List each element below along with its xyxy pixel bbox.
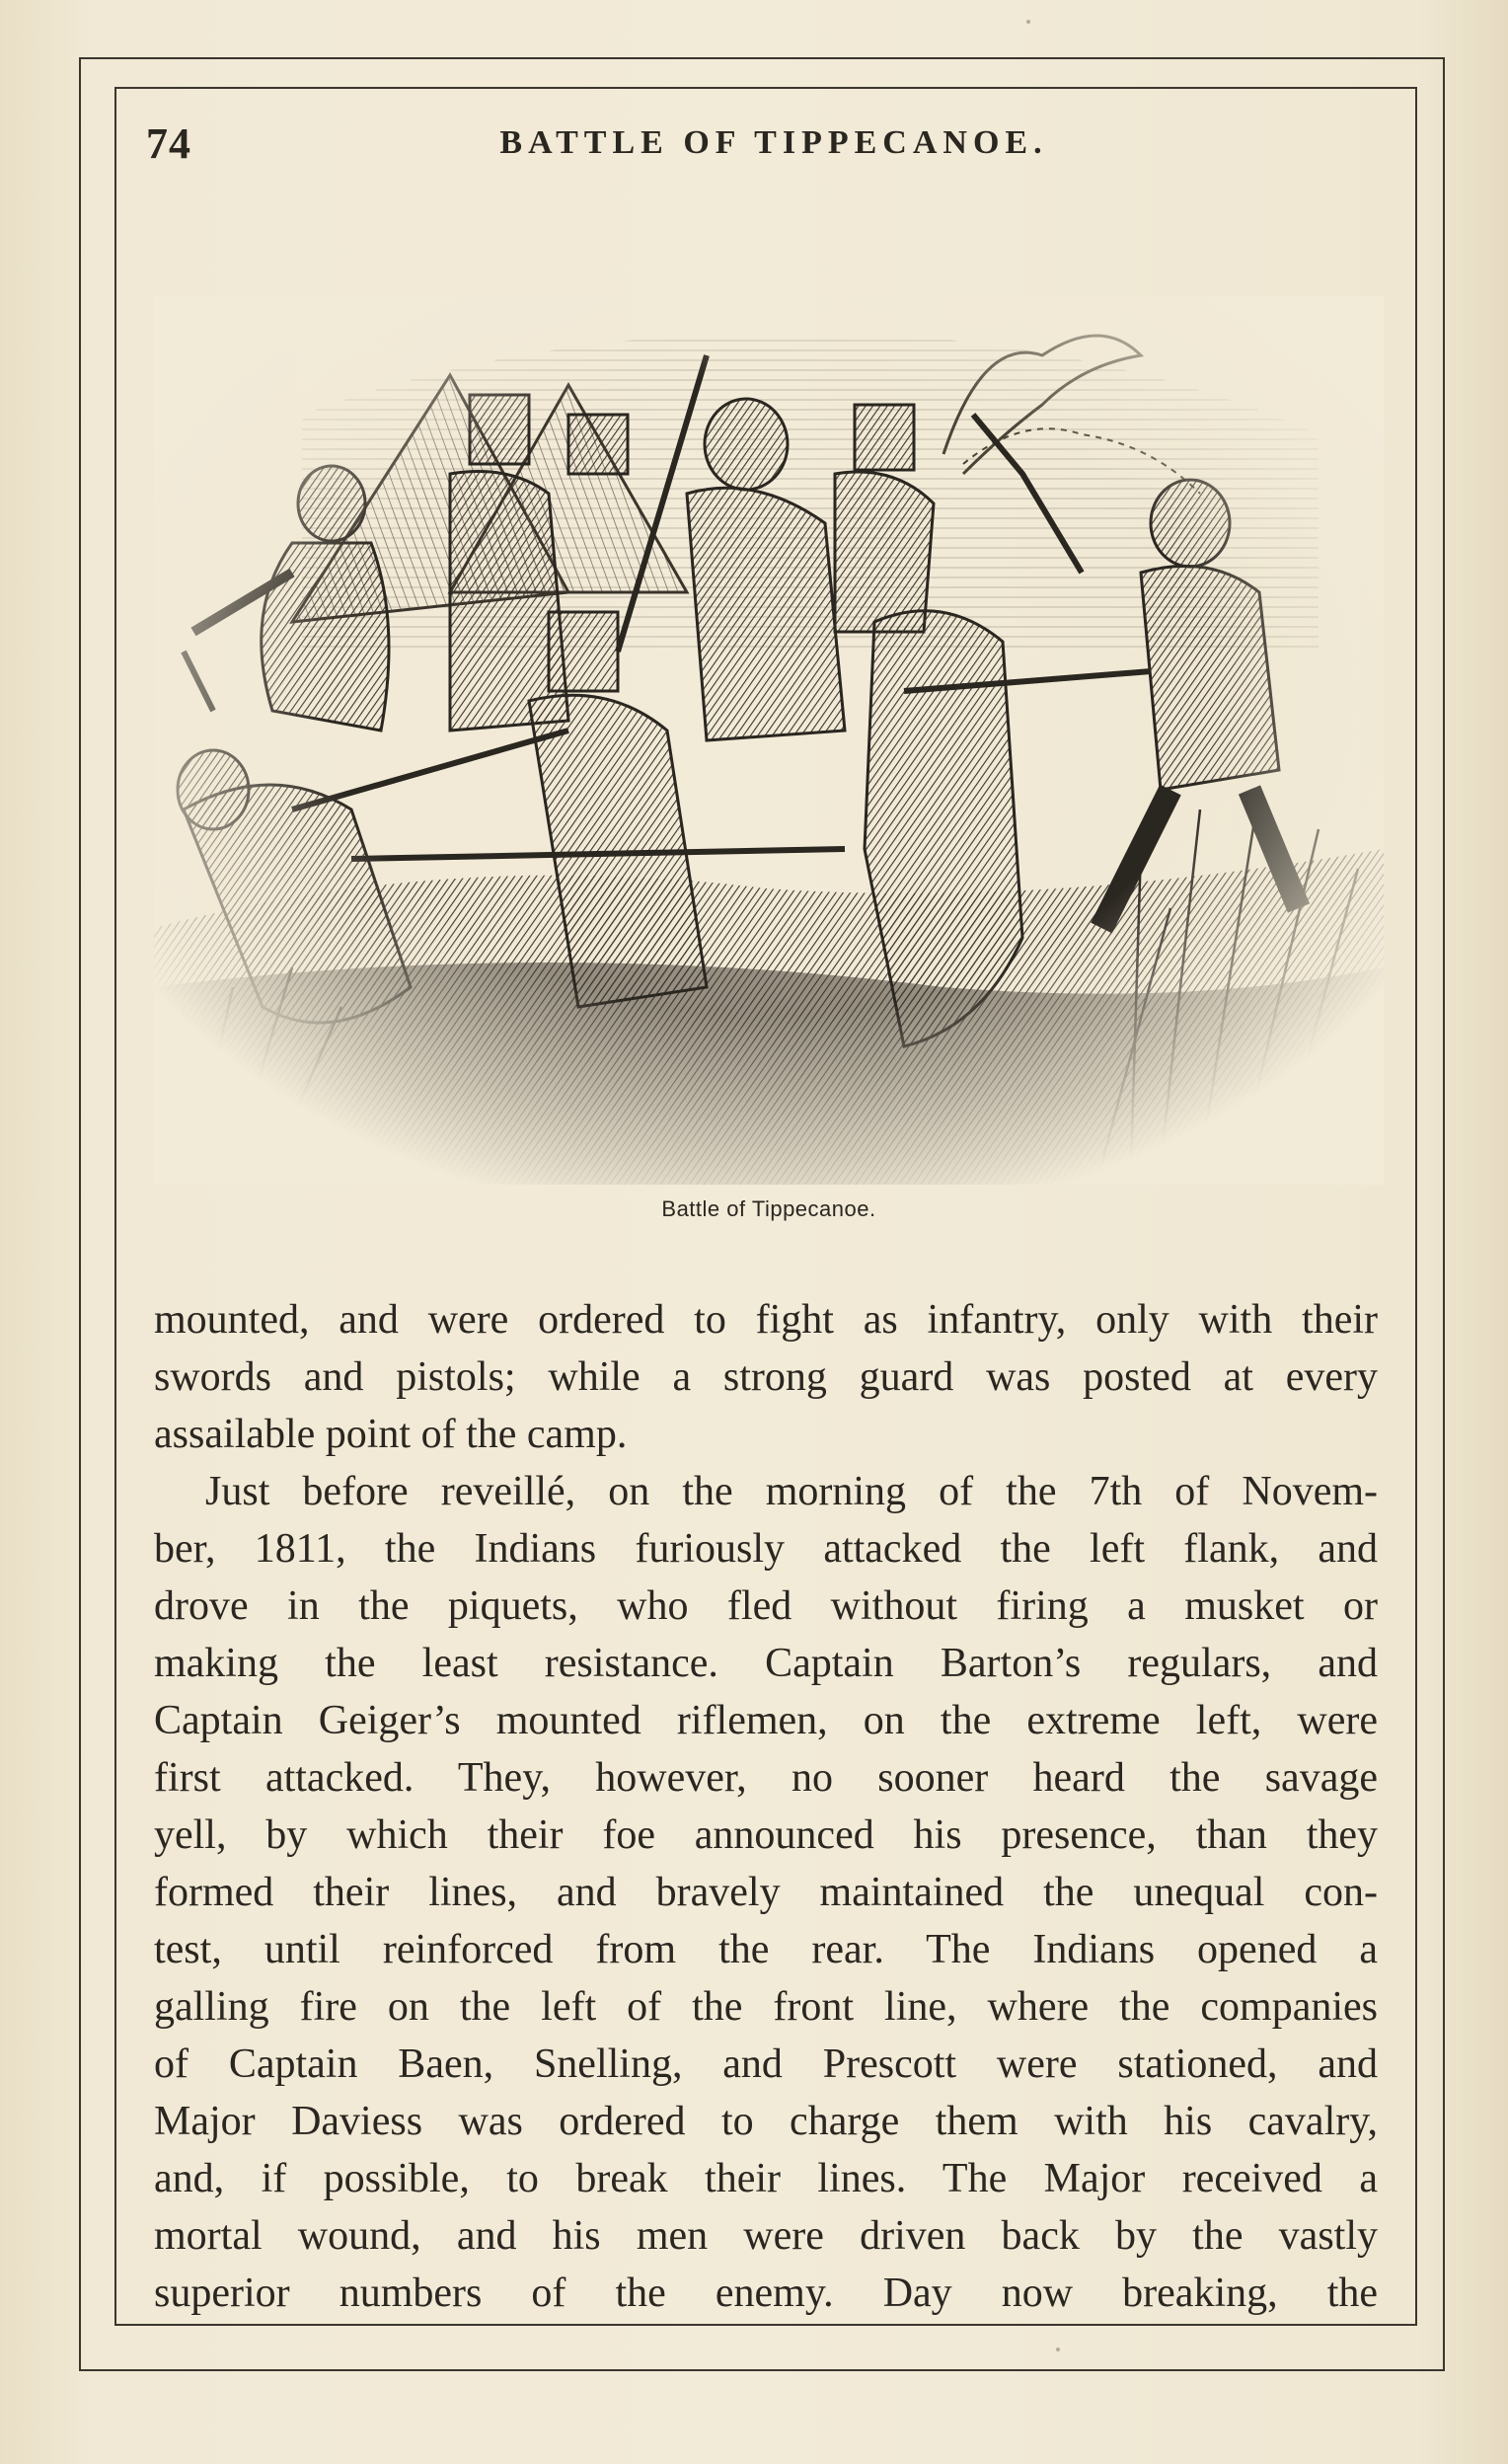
- paper-speck: [1026, 20, 1030, 24]
- text-line: yell, by which their foe announced his presence, than they: [154, 1812, 1378, 1858]
- text-line: assailable point of the camp.: [154, 1412, 628, 1457]
- engraving-illustration: [154, 296, 1384, 1185]
- text-line: making the least resistance. Captain Barton’s regulars, and: [154, 1641, 1378, 1686]
- body-text: [154, 1291, 1378, 2322]
- text-line: of Captain Baen, Snelling, and Prescott were stationed, and: [154, 2041, 1378, 2087]
- text-line: galling fire on the left of the front line, where the companies: [154, 1984, 1378, 2030]
- illustration-caption: Battle of Tippecanoe.: [661, 1196, 876, 1221]
- text-line: mortal wound, and his men were driven back by the vastly: [154, 2213, 1378, 2259]
- text-line: drove in the piquets, who fled without firing a musket or: [154, 1583, 1378, 1629]
- text-line: and, if possible, to break their lines. The Major received a: [154, 2156, 1378, 2201]
- text-line: swords and pistols; while a strong guard was posted at every: [154, 1354, 1378, 1400]
- battle-engraving: [154, 296, 1384, 1185]
- text-line: first attacked. They, however, no sooner heard the savage: [154, 1755, 1378, 1801]
- text-line: ber, 1811, the Indians furiously attacked the left flank, and: [154, 1526, 1378, 1572]
- text-line: test, until reinforced from the rear. The Indians opened a: [154, 1927, 1378, 1972]
- page-header: [146, 118, 1401, 178]
- page-number: 74: [146, 119, 191, 168]
- text-line: superior numbers of the enemy. Day now breaking, the: [154, 2271, 1378, 2316]
- text-line: mounted, and were ordered to fight as infantry, only with their: [154, 1297, 1378, 1343]
- text-line: Captain Geiger’s mounted riflemen, on the extreme left, were: [154, 1698, 1378, 1743]
- text-line: formed their lines, and bravely maintained the unequal con-: [154, 1870, 1378, 1915]
- text-line: Major Daviess was ordered to charge them with his cavalry,: [154, 2099, 1378, 2144]
- running-head: BATTLE OF TIPPECANOE.: [499, 124, 1048, 161]
- paper-speck: [1056, 2348, 1060, 2351]
- text-line: Just before reveillé, on the morning of the 7th of Novem-: [205, 1469, 1378, 1514]
